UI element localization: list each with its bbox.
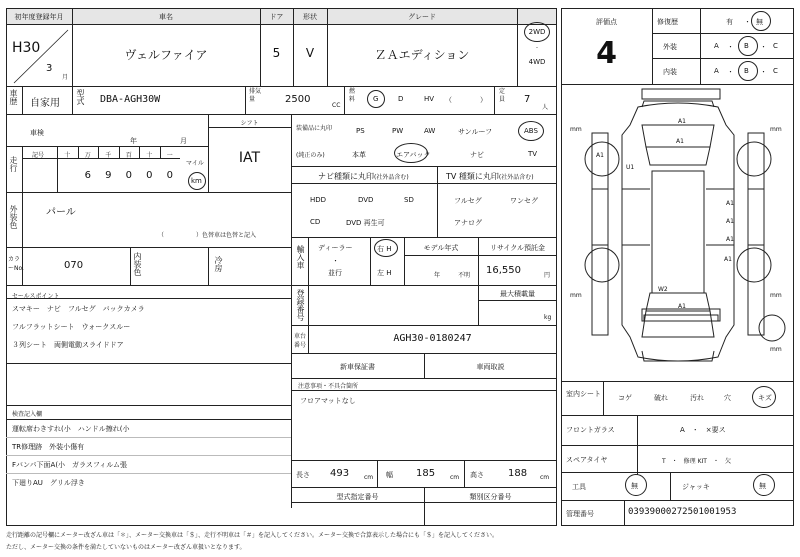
nav-hdd: HDD <box>310 196 327 204</box>
seat-item: 汚れ <box>690 394 704 402</box>
reg-month: 3 <box>46 63 53 74</box>
shaken-month-unit: 月 <box>180 137 187 145</box>
reg-year-label: 初年度登録年月 <box>14 13 64 21</box>
inspection-line-4: 下廻りAU グリル浮き <box>12 479 85 487</box>
capacity-label: 定員 <box>499 88 506 103</box>
mm-2: mm <box>770 126 782 133</box>
model-value: DBA-AGH30W <box>100 94 161 105</box>
car-name-label: 車名 <box>159 13 173 21</box>
grade-label: グレード <box>408 13 436 21</box>
tv-fullseg: フルセグ <box>454 197 482 205</box>
mileage-digit-header: 十 <box>146 152 153 159</box>
repair-no: 無 <box>756 18 763 26</box>
dmg-mark-2: A1 <box>596 152 604 159</box>
grade-option: ・ <box>760 68 767 76</box>
color-no-value: 070 <box>64 260 84 271</box>
shaken-year-unit: 年 <box>130 137 137 145</box>
fuel-d: D <box>398 95 404 103</box>
tv-label-text: TV 種類に丸印 <box>446 172 499 181</box>
max-load-label: 最大積載量 <box>500 290 535 298</box>
handle-right: 右 H <box>377 245 392 253</box>
grade-option: A <box>714 42 719 50</box>
mileage-digit-header: 千 <box>105 152 112 159</box>
interior-label: 内装 <box>663 68 677 76</box>
mileage-digit: 0 <box>125 170 132 181</box>
nav-label-text: ナビ種類に丸印 <box>318 172 374 181</box>
grade-option: C <box>773 67 778 75</box>
dmg-mark-1: A1 <box>678 118 686 125</box>
nav-dvd: DVD <box>358 196 374 204</box>
chassis-label: 車台番号 <box>294 333 307 349</box>
sales-line-2: フルフラットシート ウォークスルー <box>12 323 131 331</box>
mileage-digit-divider <box>98 146 99 158</box>
grade-option: A <box>714 67 719 75</box>
mileage-digit-divider <box>78 146 79 158</box>
fuel-g: G <box>373 95 379 103</box>
mm-3: mm <box>570 292 582 299</box>
tv-analog: アナログ <box>454 219 482 227</box>
jack-value: 無 <box>759 482 766 490</box>
mileage-label: 走行 <box>9 156 18 172</box>
equip-aw: AW <box>424 127 436 135</box>
reg-era-year: H30 <box>12 40 41 56</box>
mileage-digit: 6 <box>84 170 91 181</box>
equip-ps: PS <box>356 127 365 135</box>
mileage-digit-header: 一 <box>166 152 173 159</box>
inspection-line-1: 運転席わきすれ(小 ハンドル擦れ(小 <box>12 425 130 433</box>
car-damage-diagram <box>562 85 793 381</box>
shift-label: シフト <box>240 120 259 127</box>
displacement-value: 2500 <box>285 94 311 105</box>
exterior-label: 外装 <box>663 43 677 51</box>
nav-cd: CD <box>310 218 321 226</box>
spare-tire-label: スペアタイヤ <box>566 456 608 464</box>
recycle-label: リサイクル預託金 <box>489 244 546 252</box>
height-unit: cm <box>540 474 550 481</box>
repair-label: 修復歴 <box>657 18 678 26</box>
warranty-label: 新車保証書 <box>340 363 375 371</box>
equip-sunroof: サンルーフ <box>458 128 493 136</box>
displacement-label: 排気量 <box>249 88 262 103</box>
dmg-mark-4: A1 <box>676 138 684 145</box>
mileage-digit: 0 <box>166 170 173 181</box>
max-load-unit: kg <box>544 314 552 321</box>
repair-yes: 有 <box>726 18 733 26</box>
dmg-mark-5: A1 <box>726 200 734 207</box>
seat-item: 穴 <box>724 394 731 402</box>
reg-month-unit: 月 <box>62 74 69 81</box>
height-value: 188 <box>508 468 528 479</box>
grade-value: ＺＡエディション <box>374 48 470 62</box>
color-value: パール <box>46 207 76 218</box>
displacement-unit: CC <box>332 102 341 109</box>
recycle-value: 16,550 <box>486 265 521 276</box>
inspection-line-2: TR修理跡 外装小傷有 <box>12 443 85 451</box>
import-label: 輸入車 <box>296 245 305 269</box>
nav-label <box>318 171 409 182</box>
door-value: 5 <box>272 46 281 60</box>
width-value: 185 <box>416 468 436 479</box>
score-label: 評価点 <box>596 18 617 26</box>
nav-sd: SD <box>404 196 414 204</box>
fuel-paren-close: ） <box>480 96 487 104</box>
tv-label-sub: (社外品含む) <box>498 174 534 181</box>
grade-option: ・ <box>760 43 767 51</box>
length-value: 493 <box>330 468 350 479</box>
mileage-digit-divider <box>160 146 161 158</box>
recycle-unit: 円 <box>544 272 551 279</box>
score-value: 4 <box>596 36 617 71</box>
usage-value: 自家用 <box>30 98 60 109</box>
registration-label: 登録番号 <box>296 289 305 321</box>
seat-item: キズ <box>758 394 772 402</box>
mileage-mark-label: 記号 <box>32 152 45 159</box>
capacity-value: 7 <box>524 94 531 105</box>
fuel-paren-open: （ <box>445 96 452 104</box>
footer-line-1: 走行距離の記号欄にメーター改ざん車は「＊」、メーター交換車は「＄」、走行不明車は「＃」を記入してください。メーター交換で合算表示した場合にも「＄」を記入してください。 <box>6 532 499 539</box>
interior-color-label: 内装色 <box>133 252 142 276</box>
color-note-left: （ <box>158 232 165 239</box>
inspection-label: 検査記入欄 <box>12 411 43 418</box>
equip-abs: ABS <box>524 127 538 135</box>
handle-left: 左 H <box>377 269 392 277</box>
color-note-right: ）色替車は色替と記入 <box>196 232 257 239</box>
dmg-mark-6: A1 <box>726 218 734 225</box>
equip-pw: PW <box>392 127 404 135</box>
fuel-hv: HV <box>424 95 435 103</box>
equipment-sub: (純正のみ) <box>296 152 325 159</box>
dmg-mark-7: A1 <box>726 236 734 243</box>
color-no-label: カラーNo. <box>8 256 24 272</box>
mileage-digit-header: 十 <box>64 152 71 159</box>
fuel-label: 燃料 <box>349 88 356 103</box>
seat-item: 破れ <box>654 394 668 402</box>
grade-option: ・ <box>727 68 734 76</box>
grade-option: C <box>773 42 778 50</box>
sales-line-3: ３列シート 両側電動スライドドア <box>12 341 124 349</box>
grade-option: B <box>744 67 749 75</box>
spare-tire-value: T ・ 修理 KIT ・ 欠 <box>662 458 731 465</box>
import-dealer: ディーラー <box>318 244 353 252</box>
mgmt-label: 管理番号 <box>566 510 594 518</box>
nav-dvd-play: DVD 再生可 <box>346 219 385 227</box>
footer-line-2: ただし、メーター交換の条件を満たしていないものはメーター改ざん車扱いとなります。 <box>6 544 246 551</box>
mileage-digit-divider <box>119 146 120 158</box>
category-no-label: 類別区分番号 <box>469 493 512 501</box>
manual-label: 車両取説 <box>476 363 505 371</box>
seat-label: 室内シート <box>566 390 601 398</box>
shaken-label: 車検 <box>30 129 44 137</box>
shift-value: IAT <box>238 150 261 166</box>
repair-dot: ・ <box>744 18 751 26</box>
windshield-label: フロントガラス <box>566 426 615 434</box>
inspection-line-3: Fバンパ下面A(小 ガラスフィルム張 <box>12 461 128 469</box>
drive-4wd: 4WD <box>528 58 546 66</box>
mileage-digit-header: 万 <box>84 152 91 159</box>
mgmt-value: 0393900027250100195З <box>628 507 737 517</box>
nav-label-sub: (社外品含む) <box>374 174 409 181</box>
equipment-label: 装備品に丸印 <box>296 125 333 132</box>
notes-label: 注意事項・不具合箇所 <box>298 383 359 390</box>
shape-label: 形状 <box>303 13 317 21</box>
color-label: 外装色 <box>9 205 18 229</box>
grade-option: ・ <box>727 43 734 51</box>
height-label: 高さ <box>470 471 484 479</box>
mileage-digit-divider <box>139 146 140 158</box>
tools-label: 工具 <box>572 483 586 491</box>
equip-airbag: エアバック <box>396 151 431 159</box>
tools-value: 無 <box>631 482 638 490</box>
type-designation-label: 型式指定番号 <box>336 493 379 501</box>
sales-points-label: セールスポイント <box>12 293 60 300</box>
dmg-mark-9: W2 <box>658 286 668 293</box>
drive-2wd: 2WD <box>528 28 546 36</box>
mm-4: mm <box>770 292 782 299</box>
equip-tv: TV <box>528 150 538 158</box>
dmg-mark-3: U1 <box>626 164 635 171</box>
jack-label: ジャッキ <box>682 483 710 491</box>
length-label: 長さ <box>296 471 310 479</box>
car-name-value: ヴェルファイア <box>124 48 208 62</box>
usage-label: 車歴 <box>9 89 18 105</box>
mileage-digit: 0 <box>146 170 153 181</box>
grade-option: B <box>744 42 749 50</box>
model-year-value: 不明 <box>458 272 471 279</box>
tv-oneseg: ワンセグ <box>510 197 538 205</box>
mm-5: mm <box>770 346 782 353</box>
capacity-unit: 人 <box>542 104 549 111</box>
windshield-value: A ・ ×要ス <box>680 426 726 434</box>
length-unit: cm <box>364 474 374 481</box>
cold-label: 冷房 <box>214 256 223 272</box>
notes-value: フロアマットなし <box>300 397 356 405</box>
seat-item: コゲ <box>618 394 632 402</box>
equip-leather: 本革 <box>352 151 366 159</box>
mileage-unit-km: km <box>191 177 202 185</box>
model-year-label: モデル年式 <box>423 244 459 252</box>
mileage-digit-header: 百 <box>125 152 132 159</box>
model-label: 型式 <box>76 89 85 105</box>
shape-value: V <box>305 46 315 60</box>
tv-label <box>446 171 534 182</box>
sales-line-1: スマキー ナビ フルセグ バックカメラ <box>12 305 145 313</box>
width-unit: cm <box>450 474 460 481</box>
mileage-unit-mile: マイル <box>186 160 204 167</box>
mileage-digit: 9 <box>105 170 112 181</box>
model-year-unit: 年 <box>434 272 441 279</box>
import-dot: ・ <box>332 257 339 265</box>
chassis-value: AGH30-0180247 <box>393 333 472 344</box>
dmg-mark-8: A1 <box>724 256 732 263</box>
mm-1: mm <box>570 126 582 133</box>
equip-navi: ナビ <box>470 151 484 159</box>
import-parallel: 並行 <box>328 269 342 277</box>
door-label: ドア <box>269 13 284 21</box>
width-label: 幅 <box>386 471 393 479</box>
dmg-mark-10: A1 <box>678 303 686 310</box>
